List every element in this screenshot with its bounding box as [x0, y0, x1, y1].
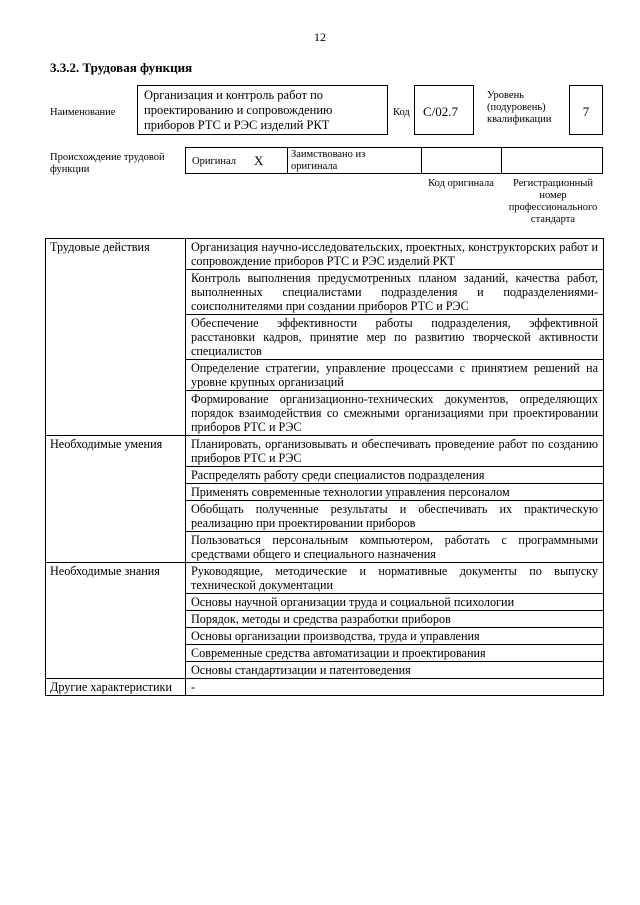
row-item: Контроль выполнения предусмотренных планом заданий, качества работ, выполненных специалистами подразделения и подразделениями-соисполнителями при создании приборов РТС и РЭС — [186, 270, 604, 315]
code-label: Код — [393, 107, 410, 118]
row-item: Определение стратегии, управление процессами с принятием решений на уровне крупных организаций — [186, 360, 604, 391]
name-label: Наименование — [50, 107, 116, 118]
row-item: Пользоваться персональным компьютером, работать с программными средствами общего и специального назначения — [186, 532, 604, 563]
reg-number-cell — [502, 148, 602, 173]
page-number: 12 — [314, 30, 326, 44]
borrowed-cell — [288, 148, 422, 173]
row-item: Современные средства автоматизации и проектирования — [186, 645, 604, 662]
row-item: Порядок, методы и средства разработки приборов — [186, 611, 604, 628]
row-item: Формирование организационно-технических документов, определяющих порядок взаимодействия со смежными организациями при проектировании приборов РТС и РЭС — [186, 391, 604, 436]
code-box: С/02.7 — [414, 85, 474, 135]
row-item: Организация научно-исследовательских, проектных, конструкторских работ и сопровождение приборов РТС и РЭС изделий РКТ — [186, 239, 604, 270]
function-name-box: Организация и контроль работ по проектированию и сопровождению приборов РТС и РЭС изделий РКТ — [137, 85, 388, 135]
row-item: Обобщать полученные результаты и обеспечивать их практическую реализацию при проектировании приборов — [186, 501, 604, 532]
row-item: Основы научной организации труда и социальной психологии — [186, 594, 604, 611]
reg-number-caption: Регистрационный номер профессионального стандарта — [508, 178, 598, 225]
original-code-caption: Код оригинала — [428, 178, 494, 189]
row-label: Трудовые действия — [46, 239, 186, 436]
original-mark: X — [254, 153, 264, 168]
table-row — [46, 563, 604, 594]
row-item: Руководящие, методические и нормативные документы по выпуску технической документации — [186, 563, 604, 594]
borrowed-label: Заимствовано из оригинала — [291, 149, 366, 172]
table-row — [46, 239, 604, 270]
row-label: Необходимые знания — [46, 563, 186, 679]
origin-label: Происхождение трудовой функции — [50, 152, 165, 175]
row-item: Обеспечение эффективности работы подразделения, эффективной расстановки кадров, принятие мер по развитию творческой активности специалистов — [186, 315, 604, 360]
table-row — [46, 436, 604, 467]
row-item: Планировать, организовывать и обеспечивать проведение работ по созданию приборов РТС и РЭС — [186, 436, 604, 467]
section-title: 3.3.2. Трудовая функция — [50, 60, 193, 75]
row-item: Основы организации производства, труда и управления — [186, 628, 604, 645]
level-box: 7 — [569, 85, 603, 135]
row-item: Применять современные технологии управления персоналом — [186, 484, 604, 501]
function-table — [45, 238, 604, 696]
original-code-cell — [422, 148, 502, 173]
original-cell — [186, 148, 288, 173]
origin-row — [185, 147, 603, 174]
row-label: Другие характеристики — [46, 679, 186, 696]
row-item: Основы стандартизации и патентоведения — [186, 662, 604, 679]
table-row — [46, 679, 604, 696]
original-label: Оригинал — [192, 156, 236, 167]
row-item: Распределять работу среди специалистов подразделения — [186, 467, 604, 484]
row-item: - — [186, 679, 604, 696]
level-label: Уровень (подуровень) квалификации — [487, 90, 552, 125]
row-label: Необходимые умения — [46, 436, 186, 563]
